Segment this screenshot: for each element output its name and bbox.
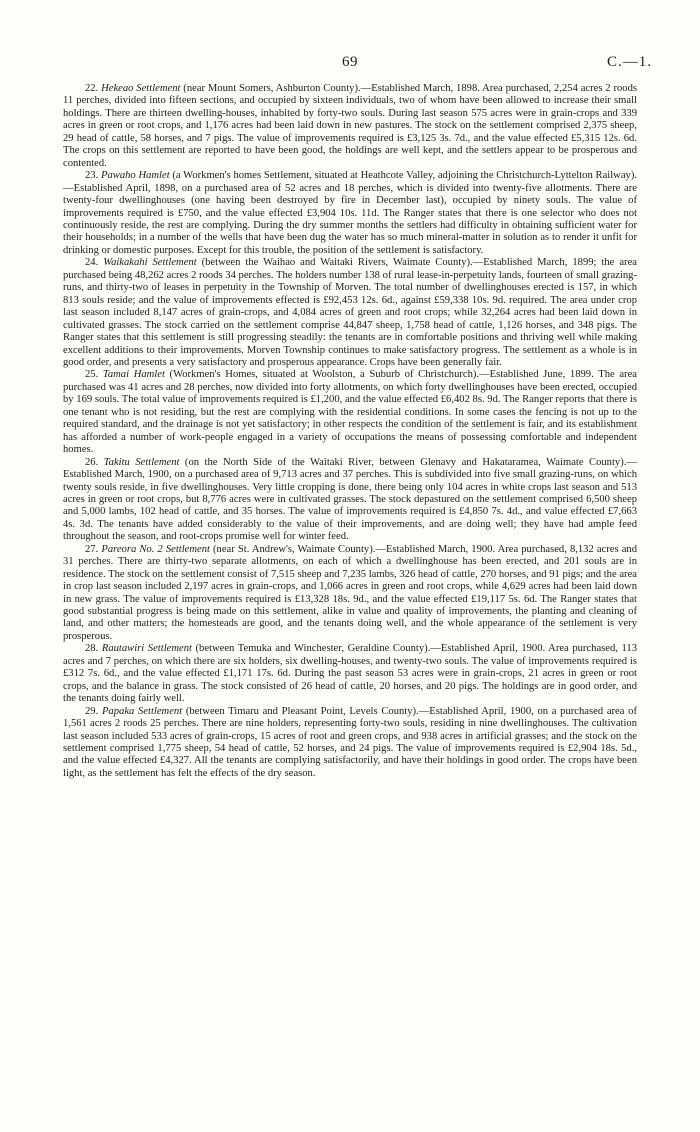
entry-number: 28.	[85, 643, 99, 655]
settlement-entry-22	[63, 83, 637, 170]
entry-text: (between Timaru and Pleasant Point, Levels County).—Established April, 1900, on a purchased area of 1,561 acres 2 roods 25 perches. There are nine holders, representing forty-two souls, residing in nine dwellinghouses. The cultivation last season included 533 acres of grain-crops, 15 acres of root and green crops, and 938 acres in artificial grasses; and the stock on the settlement comprised 1,775 sheep, 54 head of cattle, 52 horses, and 24 pigs. The value of improvements required is £2,904 18s. 5d., and the value effected £4,327. All the tenants are complying satisfactorily, and have their holdings in good order. The crops have been light, as the settlement has felt the effects of the dry season.	[63, 705, 637, 779]
settlement-name: Papaka Settlement	[101, 705, 183, 717]
settlement-entry-24	[63, 257, 637, 369]
page-number: 69	[342, 54, 358, 70]
settlement-entry-26	[63, 457, 637, 544]
page-header	[0, 54, 700, 74]
settlement-name: Waikakahi Settlement	[103, 257, 197, 269]
entry-text: (Workmen's Homes, situated at Woolston, a Suburb of Christchurch).—Established June, 1899. The area purchased was 41 acres and 28 perches, now divided into forty allotments, on which forty dwellinghouses have been erected, occupied by 169 souls. The total value of improvements required is £1,200, and the value effected £6,402 8s. 9d. The Ranger reports that there is one tenant who is not residing, but the rest are complying with the residential conditions. In some cases the fencing is not up to the required standard, and the drainage is not yet satisfactory; in other respects the condition of the settlement is fair, and its establishment has afforded a number of work-people engaged in a variety of occupations the means of possessing comfortable and independent homes.	[63, 369, 637, 456]
entry-number: 27.	[85, 543, 99, 555]
settlement-name: Rautawiri Settlement	[101, 643, 192, 655]
entry-number: 25.	[85, 369, 99, 381]
entry-text: (a Workmen's homes Settlement, situated at Heathcote Valley, adjoining the Christchurch-Lyttelton Railway).—Established April, 1898, on a purchased area of 52 acres and 18 perches, which is divided into twenty-five allotments. There are twenty-four dwellinghouses (one having been destroyed by fire in December last), occupied by ninety souls. The value of improvements required is £750, and the value effected £3,904 10s. 11d. The Ranger states that there is one selector who does not continuously reside, the rest are complying. During the dry summer months the settlers had difficulty in obtaining sufficient water for their households; in a number of the wells that have been dug the water has so much mineral-matter in solution as to render it unfit for drinking or domestic purposes. Except for this trouble, the position of the settlement is satisfactory.	[63, 170, 637, 256]
entry-number: 24.	[85, 257, 99, 269]
settlement-entry-23	[63, 170, 637, 257]
entry-text: (on the North Side of the Waitaki River, between Glenavy and Hakataramea, Waimate County).—Established March, 1900, on a purchased area of 9,713 acres and 37 perches. This is subdivided into five small grazing-runs, on which twenty souls reside, in five dwellinghouses. Very little cropping is done, there being only 104 acres in white crops last season and 513 acres in green or root crops, but 8,776 acres were in cultivated grasses. The stock depastured on the settlement comprised 6,500 sheep and 5,000 lambs, 102 head of cattle, and 35 horses. The value of improvements required is £4,850 7s. 4d., and value effected £7,663 4s. 3d. The tenants have added considerably to the value of their improvements, and are doing well; they have had ample feed throughout the season, and root-crops promise well for winter feed.	[63, 456, 637, 543]
entry-number: 26.	[85, 456, 99, 468]
settlement-entry-27	[63, 544, 637, 644]
entry-number: 23.	[85, 170, 99, 182]
settlement-name: Pareora No. 2 Settlement	[101, 543, 210, 555]
body-text	[63, 83, 637, 780]
entry-text: (near St. Andrew's, Waimate County).—Established March, 1900. Area purchased, 8,132 acres and 31 perches. There are thirty-two separate allotments, on each of which a dwellinghouse has been erected, and 201 souls are in residence. The stock on the settlement consist of 7,515 sheep and 7,235 lambs, 326 head of cattle, 270 horses, and 91 pigs; and the area in crop last season included 2,197 acres in grain-crops, and 1,066 acres in green and root crops, while 4,629 acres had been laid down in new grass. The value of improvements required is £13,328 18s. 9d., and the value effected £19,117 5s. 6d. The Ranger states that good substantial progress is being made on this settlement, alike in value and quality of improvements, the planting and cleaning of land, and other matters; the homesteads are good, and the tenants doing well, and the whole appearance of the settlement is very prosperous.	[63, 543, 637, 642]
entry-text: (near Mount Somers, Ashburton County).—Established March, 1898. Area purchased, 2,254 acres 2 roods 11 perches, divided into fifteen sections, and occupied by sixteen individuals, two of whom have been allowed to increase their small holdings. There are thirteen dwelling-houses, inhabited by forty-two souls. During last season 575 acres were in grain-crops and 339 acres in green or root crops, and 1,176 acres had been laid down in new pastures. The stock on the settlement comprised 2,375 sheep, 29 head of cattle, 58 horses, and 7 pigs. The value of improvements required is £3,125 3s. 7d., and the value effected £5,315 12s. 6d. The crops on this settlement are reported to have been good, the holdings are well kept, and the settlers appear to be prosperous and contented.	[63, 83, 637, 169]
settlement-entry-29	[63, 706, 637, 781]
entry-text: (between the Waihao and Waitaki Rivers, Waimate County).—Established March, 1899; the area purchased being 48,262 acres 2 roods 34 perches. The holders number 138 of rural lease-in-perpetuity lands, fourteen of small grazing-runs, and thirty-two of leases in perpetuity in the Township of Morven. The total number of dwellinghouses erected is 157, in which 813 souls reside; and the value of improvements effected is £92,453 12s. 6d., against £59,338 10s. 9d. required. The area under crop last season included 8,147 acres of grain-crops, and 4,084 acres of green and root crops; while 32,264 acres had been laid down in cultivated grasses. The stock carried on the settlement comprise 44,847 sheep, 1,758 head of cattle, 1,126 horses, and 348 pigs. The Ranger states that this settlement is still progressing steadily: the tenants are in comfortable positions and thriving well while making excellent additions to their improvements. Morven Township continues to make satisfactory progress. The settlement as a whole is in good order, and presents a very satisfactory and prosperous appearance. Crops have been generally fair.	[63, 257, 637, 368]
settlement-name: Hekeao Settlement	[101, 83, 181, 94]
settlement-entry-28	[63, 643, 637, 705]
settlement-entry-25	[63, 369, 637, 456]
settlement-name: Tamai Hamlet	[102, 369, 165, 381]
entry-text: (between Temuka and Winchester, Geraldine County).—Established April, 1900. Area purchased, 113 acres and 7 perches, on which there are six holders, six dwelling-houses, and twenty-two souls. The value of improvements required is £312 7s. 6d., and the value effected £1,171 17s. 6d. During the past season 53 acres were in grain-crops, 21 acres in green or root crops, and the balance in grass. The stock consisted of 26 head of cattle, 20 horses, and 20 pigs. The holdings are in good order, and the tenants doing fairly well.	[63, 643, 638, 705]
entry-number: 29.	[85, 705, 99, 717]
entry-number: 22.	[85, 83, 99, 94]
settlement-name: Takitu Settlement	[103, 456, 180, 468]
settlement-name: Pawaho Hamlet	[101, 170, 170, 182]
report-code: C.—1.	[606, 54, 652, 70]
